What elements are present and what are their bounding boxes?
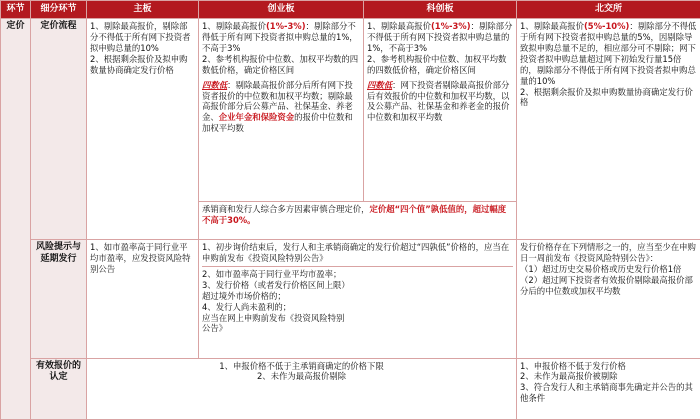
main-pricing-item-2: 2、根据剩余报价及拟申购数量协商确定发行价格 [90, 53, 188, 75]
star-pricing-item-3 [367, 80, 513, 124]
header-segment: 环节 [1, 1, 31, 19]
bse-valid-item-2: 2、未作为最高报价被剔除 [520, 371, 618, 382]
main-board-risk-cell [87, 239, 199, 358]
row-valid-quote [1, 358, 700, 419]
star-pricing-item-1 [367, 21, 513, 54]
main-board-pricing-cell [87, 19, 199, 240]
bse-pricing-item-2: 2、根据剩余报价及拟申购数量协商确定发行价格 [520, 86, 693, 108]
bse-valid-item-3: 3、符合发行人和主承销商事先确定并公告的其他条件 [520, 382, 693, 404]
bse-p1-range: (5%-10%) [583, 21, 630, 31]
risk-item-5: 应当在网上申购前发布《投资风险特别公告》 [202, 312, 345, 334]
header-main-board: 主板 [87, 1, 199, 19]
chinext-pricing-cell [199, 19, 364, 202]
bse-pricing-item-1 [520, 21, 697, 87]
sub-segment-pricing-process: 定价流程 [31, 19, 87, 240]
segment-pricing-label: 定价 [1, 19, 31, 420]
risk-item-3: 3、发行价格（或者发行价格区间上限）超过境外市场价格的； [202, 279, 350, 301]
chinext-p1-pre: 1、剔除最高报价 [202, 21, 266, 31]
sub-segment-valid-quote: 有效报价的认定 [31, 358, 87, 419]
bse-valid-item-1: 1、申报价格不低于发行价格 [520, 360, 626, 371]
chinext-p3-a: ：剔除最高报价部分后所有网下投资者报价的中位数和加权平均数；剔除最高报价部分后公募产品、社保基金、养老金、 [202, 79, 353, 123]
bse-risk-cell [517, 239, 700, 358]
chinext-p3-red: 企业年金和保险资金 [218, 112, 295, 123]
header-bse: 北交所 [517, 1, 700, 19]
main-risk-item-1: 1、如市盈率高于同行业平均市盈率，应发投资风险特别公告 [90, 241, 191, 274]
valid-item-1: 1、申报价格不低于主承销商确定的价格下限 [219, 360, 384, 371]
bse-p1-pre: 1、剔除最高报价 [520, 21, 584, 31]
bse-risk-item-3: （2）超过网下投资者有效报价剔除最高报价部分后的中位数或加权平均数 [520, 274, 693, 296]
risk-item-2: 2、如市盈率高于同行业平均市盈率； [202, 268, 342, 279]
risk-item-4: 4、发行人尚未盈利的； [202, 301, 292, 312]
valid-quote-shared-cell [87, 358, 517, 419]
row-risk-warning [1, 239, 700, 358]
shared-pricing-pre: 承销商和发行人综合多方因素审慎合理定价， [202, 204, 370, 215]
chinext-p1-range: (1%-3%) [265, 21, 306, 31]
shared-pricing-text [202, 204, 513, 226]
star-p3-a: ：网下投资者剔除最高报价部分后有效报价的中位数和加权平均数，以及公募产品、社保基金和养老金的报价中位数和加权平均数 [367, 79, 510, 123]
star-pricing-item-2: 2、参考机构报价中位数、加权平均数的四数低价格，确定价格区间 [367, 53, 507, 75]
shared-pricing-red: 定价超“四个值”孰低值的，超过幅度不高于30%。 [202, 204, 507, 226]
chinext-star-shared-pricing-cell [199, 202, 517, 240]
star-four-low-term: 四数低 [367, 79, 393, 90]
star-p1-range: (1%-3%) [430, 21, 471, 31]
star-p1-pre: 1、剔除最高报价 [367, 21, 431, 31]
bse-valid-cell [517, 358, 700, 419]
bse-p1-post: ：剔除部分不得低于所有网下投资者拟申购总量的5%，因剔除导致拟申购总量不足的，相应部分可不剔除；网下投资者拟申购总量超过网下初始发行量15倍的，剔除部分不得低于所有网下投资者拟申购总量的10% [520, 21, 697, 86]
header-chinext: 创业板 [199, 1, 364, 19]
chinext-pricing-item-3 [202, 80, 360, 135]
chinext-star-risk-cell [199, 239, 517, 358]
valid-item-2: 2、未作为最高报价剔除 [256, 371, 347, 382]
chinext-p1-post: ：剔除部分不得低于所有网下投资者拟申购总量的1%，不高于3% [202, 21, 358, 53]
main-pricing-item-1: 1、剔除最高报价，剔除部分不得低于所有网下投资者拟申购总量的10% [90, 21, 191, 53]
chinext-pricing-item-2: 2、参考机构报价中位数、加权平均数的四数低价格，确定价格区间 [202, 53, 359, 75]
header-sub-segment: 细分环节 [31, 1, 87, 19]
chinext-pricing-item-1 [202, 21, 360, 54]
bse-pricing-cell [517, 19, 700, 240]
risk-item-1: 1、初步询价结束后，发行人和主承销商确定的发行价超过“四孰低”价格的，应当在申购前发布《投资风险特别公告》 [202, 242, 513, 267]
header-row [1, 1, 700, 19]
sub-segment-risk-warning: 风险提示与延期发行 [31, 239, 87, 358]
star-pricing-cell [364, 19, 517, 202]
header-star: 科创板 [364, 1, 517, 19]
chinext-four-low-term: 四数低 [202, 79, 228, 90]
chinext-p3-b: 的报价中位数和加权平均数 [202, 112, 353, 134]
bse-risk-item-2: （1）超过历史交易价格或历史发行价格1倍 [520, 263, 682, 274]
star-p1-post: ：剔除部分不得低于所有网下投资者拟申购总量的1%，不高于3% [367, 21, 513, 53]
row-pricing-process [1, 19, 700, 202]
bse-risk-item-1: 发行价格存在下列情形之一的，应当至少在申购日一周前发布《投资风险特别公告》： [520, 241, 696, 263]
